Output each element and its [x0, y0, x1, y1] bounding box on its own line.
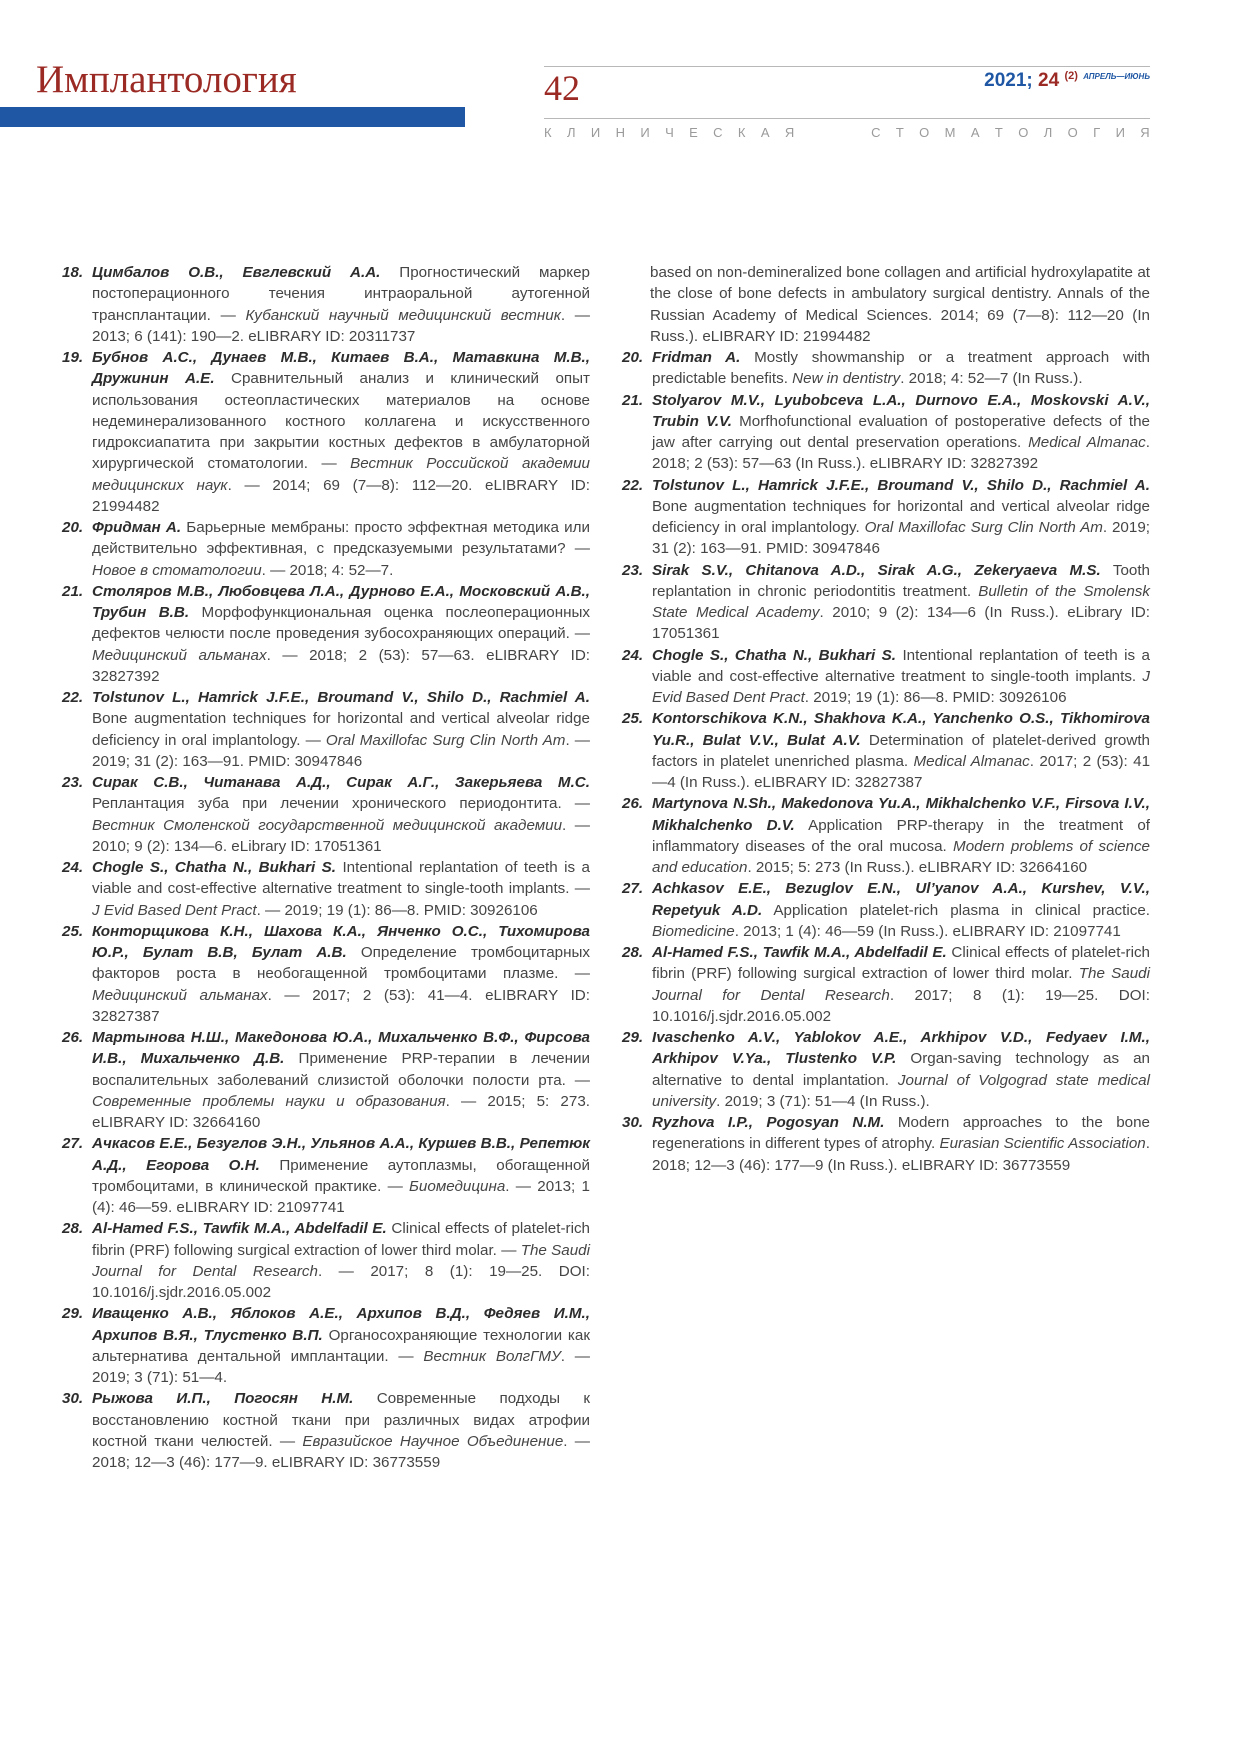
- reference-item: [62, 772, 590, 857]
- reference-source: New in dentistry: [792, 370, 901, 388]
- reference-source: Eurasian Scientific Association: [939, 1135, 1146, 1153]
- reference-authors: Столяров М.В., Любовцева Л.А., Дурново Е.А., Московский А.В., Трубин В.В.: [92, 582, 590, 621]
- journal-name-letter: Г: [1093, 125, 1101, 140]
- reference-item: [622, 942, 1150, 1027]
- reference-authors: Al-Hamed F.S., Tawfik M.A., Abdelfadil E.: [92, 1220, 387, 1238]
- journal-name-letter: Т: [994, 125, 1003, 140]
- journal-name-letter: К: [737, 125, 746, 140]
- reference-text: Intentional replantation of teeth is a viable and cost-effective alternative treatment to single-tooth implants. —: [92, 859, 590, 898]
- reference-number: 23.: [62, 774, 84, 791]
- reference-text: Морфофункциональная оценка послеоперационных дефектов челюсти после проведения зубосохраняющих операций. —: [92, 604, 590, 643]
- journal-name-letter: К: [544, 125, 552, 140]
- reference-text: Organ-saving technology as an alternative to dental implantation.: [652, 1050, 1150, 1089]
- reference-item: [622, 390, 1150, 475]
- reference-number: 29.: [622, 1029, 644, 1046]
- reference-tail: . 2010; 9 (2): 134—6 (In Russ.). eLibrary ID: 17051361: [652, 604, 1150, 643]
- reference-tail: . 2019; 3 (71): 51—4 (In Russ.).: [716, 1092, 930, 1110]
- reference-authors: Рыжова И.П., Погосян Н.М.: [92, 1390, 354, 1408]
- reference-authors: Ryzhova I.P., Pogosyan N.M.: [652, 1114, 885, 1131]
- reference-tail: . 2017; 8 (1): 19—25. DOI: 10.1016/j.sjdr.2016.05.002: [652, 986, 1150, 1025]
- reference-item: [622, 708, 1150, 793]
- reference-number: 19.: [62, 349, 84, 366]
- journal-name: [544, 126, 1150, 139]
- reference-source: Medical Almanac: [1028, 434, 1146, 451]
- reference-number: 26.: [622, 795, 644, 813]
- reference-item: [622, 645, 1150, 709]
- reference-tail: . — 2019; 31 (2): 163—91. PMID: 30947846: [92, 731, 590, 770]
- issue-number: (2): [1064, 70, 1078, 82]
- reference-continuation-source: Annals of the Russian Academy of Medical Sciences: [650, 285, 1151, 324]
- reference-continuation: [622, 262, 1150, 347]
- journal-name-letter: Я: [1140, 125, 1150, 140]
- reference-text: Прогностический маркер постоперационного течения интраоральной аутогенной трансплантации. —: [92, 264, 591, 324]
- reference-authors: Chogle S., Chatha N., Bukhari S.: [652, 646, 897, 664]
- reference-continuation-tail: . 2014; 69 (7—8): 112—20 (In Russ.). eLIBRARY ID: 21994482: [650, 306, 1150, 345]
- reference-source: Евразийское Научное Объединение: [302, 1432, 564, 1450]
- reference-tail: . — 2019; 19 (1): 86—8. PMID: 30926106: [256, 901, 538, 919]
- reference-text: Clinical effects of platelet-rich fibrin (PRF) following surgical extraction of lower third molar.: [652, 944, 1150, 983]
- reference-authors: Tolstunov L., Hamrick J.F.E., Broumand V., Shilo D., Rachmiel A.: [92, 689, 590, 706]
- reference-text: Барьерные мембраны: просто эффектная методика или действительно эффективная, с предсказуемыми результатами? —: [92, 519, 590, 558]
- reference-number: 22.: [622, 476, 644, 494]
- reference-source: Bulletin of the Smolensk State Medical Academy: [652, 582, 1150, 621]
- reference-number: 24.: [62, 859, 84, 876]
- header-top-rule: [544, 66, 1150, 67]
- reference-item: [62, 347, 590, 517]
- reference-text: Bone augmentation techniques for horizontal and vertical alveolar ridge deficiency in oral implantology. —: [92, 710, 590, 749]
- reference-source: Современные проблемы науки и образования: [92, 1092, 446, 1110]
- reference-number: 26.: [62, 1029, 84, 1046]
- reference-number: 28.: [622, 944, 644, 961]
- reference-source: Journal of Volgograd state medical university: [652, 1071, 1150, 1110]
- reference-tail: . — 2018; 4: 52—7.: [261, 561, 394, 579]
- page-number: 42: [544, 68, 580, 108]
- journal-name-letter: О: [1067, 125, 1078, 140]
- reference-number: 25.: [62, 922, 84, 940]
- reference-source: Вестник ВолгГМУ: [423, 1347, 561, 1365]
- reference-tail: . — 2010; 9 (2): 134—6. eLibrary ID: 17051361: [92, 816, 590, 855]
- reference-text: Современные подходы к восстановлению костной ткани при различных видах атрофии костной ткани челюстей. —: [92, 1390, 590, 1450]
- reference-number: 22.: [62, 689, 84, 706]
- reference-source: Новое в стоматологии: [92, 561, 262, 579]
- reference-text: Определение тромбоцитарных факторов роста в необогащенной тромбоцитами плазме. —: [92, 944, 590, 983]
- reference-authors: Сирак С.В., Читанава А.Д., Сирак А.Г., Закерьяева М.С.: [92, 774, 590, 791]
- reference-source: Кубанский научный медицинский вестник: [245, 306, 561, 324]
- reference-authors: Stolyarov M.V., Lyubobceva L.A., Durnovo E.A., Moskovski A.V., Trubin V.V.: [652, 391, 1150, 430]
- reference-authors: Al-Hamed F.S., Tawfik M.A., Abdelfadil E.: [652, 944, 947, 961]
- reference-authors: Ачкасов Е.Е., Безуглов Э.Н., Ульянов А.А., Куршев В.В., Репетюк А.Д., Егорова О.Н.: [92, 1135, 590, 1174]
- reference-authors: Tolstunov L., Hamrick J.F.E., Broumand V., Shilo D., Rachmiel A.: [652, 476, 1150, 494]
- reference-authors: Ivaschenko A.V., Yablokov A.E., Arkhipov V.D., Fedyaev I.M., Arkhipov V.Ya., Tlustenko V.P.: [652, 1029, 1150, 1068]
- reference-continuation-text: based on non-demineralized bone collagen and artificial hydroxylapatite at the close of bone defects in ambulatory surgical dentistry.: [650, 264, 1150, 303]
- reference-source: Oral Maxillofac Surg Clin North Am: [325, 731, 566, 749]
- journal-name-letter: И: [640, 125, 650, 140]
- reference-item: [62, 1027, 590, 1133]
- journal-name-letter: М: [944, 125, 956, 140]
- reference-tail: . — 2015; 5: 273. eLIBRARY ID: 32664160: [92, 1092, 590, 1131]
- reference-tail: . — 2018; 2 (53): 57—63. eLIBRARY ID: 32827392: [92, 646, 591, 685]
- reference-tail: . — 2013; 6 (141): 190—2. eLIBRARY ID: 20311737: [92, 306, 590, 345]
- reference-item: [622, 560, 1150, 645]
- reference-text: Mostly showmanship or a treatment approach with predictable benefits.: [652, 349, 1150, 388]
- reference-source: Medical Almanac: [913, 752, 1030, 770]
- reference-text: Determination of platelet-derived growth factors in platelet unenriched plasma.: [652, 731, 1150, 770]
- reference-item: [62, 1388, 590, 1473]
- references-left-column: [62, 262, 590, 1473]
- issue-months: АПРЕЛЬ—ИЮНЬ: [1083, 72, 1150, 81]
- reference-tail: . — 2013; 1 (4): 46—59. eLIBRARY ID: 21097741: [92, 1177, 590, 1216]
- reference-authors: Martynova N.Sh., Makedonova Yu.A., Mikhalchenko V.F., Firsova I.V., Mikhalchenko D.V.: [652, 795, 1150, 834]
- reference-item: [62, 262, 590, 347]
- reference-text: Применение PRP-терапии в лечении воспалительных заболеваний слизистой оболочки полости рта. —: [92, 1050, 590, 1089]
- reference-source: The Saudi Journal for Dental Research: [652, 965, 1150, 1004]
- reference-number: 24.: [622, 646, 644, 664]
- reference-item: [622, 1112, 1150, 1176]
- reference-text: Органосохраняющие технологии как альтернатива дентальной имплантации. —: [92, 1326, 590, 1365]
- reference-authors: Fridman A.: [652, 349, 741, 366]
- reference-authors: Achkasov E.E., Bezuglov E.N., Ul’yanov A.A., Kurshev, V.V., Repetyuk A.D.: [652, 880, 1150, 919]
- reference-number: 29.: [62, 1305, 84, 1323]
- reference-item: [62, 921, 590, 1027]
- reference-text: Bone augmentation techniques for horizontal and vertical alveolar ridge deficiency in oral implantology.: [652, 497, 1150, 536]
- reference-tail: . — 2018; 12—3 (46): 177—9. eLIBRARY ID: 36773559: [92, 1432, 590, 1471]
- reference-number: 27.: [622, 880, 644, 898]
- reference-authors: Sirak S.V., Chitanova A.D., Sirak A.G., Zekeryaeva M.S.: [652, 561, 1101, 579]
- reference-number: 23.: [622, 561, 644, 579]
- reference-text: Application platelet-rich plasma in clinical practice.: [762, 901, 1150, 919]
- reference-number: 28.: [62, 1220, 84, 1238]
- reference-tail: . 2018; 2 (53): 57—63 (In Russ.). eLIBRARY ID: 32827392: [652, 434, 1150, 473]
- reference-text: Modern approaches to the bone regenerations in different types of atrophy.: [652, 1114, 1150, 1153]
- journal-name-letter: С: [713, 125, 723, 140]
- journal-name-letter: Ч: [665, 125, 674, 140]
- reference-tail: . — 2017; 8 (1): 19—25. DOI: 10.1016/j.sjdr.2016.05.002: [92, 1262, 590, 1301]
- reference-tail: . 2018; 12—3 (46): 177—9 (In Russ.). eLIBRARY ID: 36773559: [652, 1135, 1150, 1174]
- references-right-column: [622, 262, 1150, 1176]
- reference-number: 20.: [622, 349, 644, 366]
- journal-name-letter: И: [590, 125, 601, 140]
- reference-authors: Chogle S., Chatha N., Bukhari S.: [92, 859, 337, 876]
- reference-item: [62, 687, 590, 772]
- journal-name-letter: А: [760, 125, 770, 140]
- reference-item: [62, 1133, 590, 1218]
- reference-item: [62, 1218, 590, 1303]
- reference-source: Биомедицина: [409, 1177, 506, 1195]
- reference-tail: . 2015; 5: 273 (In Russ.). eLIBRARY ID: 32664160: [747, 859, 1088, 876]
- reference-authors: Иващенко А.В., Яблоков А.Е., Архипов В.Д., Федяев И.М., Архипов В.Я., Тлустенко В.П.: [92, 1305, 590, 1344]
- reference-tail: . — 2019; 3 (71): 51—4.: [92, 1347, 590, 1386]
- reference-source: Вестник Российской академии медицинских наук: [92, 455, 590, 494]
- reference-source: Biomedicine: [652, 922, 735, 940]
- reference-number: 21.: [622, 391, 644, 409]
- reference-tail: . — 2017; 2 (53): 41—4. eLIBRARY ID: 32827387: [92, 986, 590, 1025]
- journal-name-letter: Т: [895, 125, 904, 140]
- reference-source: Медицинский альманах: [92, 646, 267, 664]
- journal-name-letter: И: [1115, 125, 1125, 140]
- reference-text: Intentional replantation of teeth is a viable and cost-effective alternative treatment to single-tooth implants.: [652, 646, 1150, 685]
- journal-name-letter: Н: [615, 125, 625, 140]
- reference-text: Morfhofunctional evaluation of postoperative defects of the jaw after carrying out dental preservation operations.: [652, 412, 1150, 451]
- journal-name-letter: С: [871, 125, 881, 140]
- reference-number: 21.: [62, 582, 84, 600]
- reference-source: Oral Maxillofac Surg Clin North Am: [864, 519, 1103, 536]
- reference-source: J Evid Based Dent Pract: [652, 667, 1150, 706]
- reference-number: 30.: [62, 1390, 84, 1408]
- reference-item: [62, 581, 590, 687]
- reference-authors: Фридман А.: [92, 519, 182, 536]
- reference-text: Сравнительный анализ и клинический опыт использования остеопластических материалов на основе недеминерализованного костного коллагена и искусственного гидроксиапатита при закрытии костных дефектов в амбулаторной хирургической стоматологии. —: [92, 370, 591, 473]
- journal-name-letter: О: [1018, 125, 1029, 140]
- reference-item: [622, 793, 1150, 878]
- reference-authors: Бубнов А.С., Дунаев М.В., Китаев В.А., Матавкина М.В., Дружинин А.Е.: [92, 349, 590, 388]
- reference-item: [62, 517, 590, 581]
- reference-source: Modern problems of science and education: [652, 837, 1150, 876]
- reference-item: [622, 347, 1150, 390]
- issue-volume: 24: [1038, 70, 1060, 91]
- reference-tail: . 2019; 31 (2): 163—91. PMID: 30947846: [652, 519, 1150, 558]
- reference-text: Application PRP-therapy in the treatment of inflammatory diseases of the oral mucosa.: [652, 816, 1150, 855]
- section-color-bar: [0, 107, 465, 127]
- reference-text: Применение аутоплазмы, обогащенной тромбоцитами, в клинической практике. —: [92, 1156, 590, 1195]
- reference-source: Медицинский альманах: [92, 986, 268, 1004]
- reference-number: 25.: [622, 710, 644, 728]
- reference-item: [62, 857, 590, 921]
- reference-tail: . 2017; 2 (53): 41—4 (In Russ.). eLIBRARY ID: 32827387: [652, 752, 1151, 791]
- issue-year: 2021;: [984, 70, 1033, 91]
- reference-item: [622, 878, 1150, 942]
- reference-number: 30.: [622, 1114, 644, 1131]
- header-mid-rule: [544, 118, 1150, 119]
- issue-info: [984, 71, 1150, 90]
- journal-name-gap: [810, 126, 856, 139]
- reference-text: Clinical effects of platelet-rich fibrin (PRF) following surgical extraction of lower third molar. —: [92, 1220, 590, 1259]
- journal-name-letter: Л: [1043, 125, 1053, 140]
- reference-text: Tooth replantation in chronic periodontitis treatment.: [652, 561, 1150, 600]
- journal-name-letter: Л: [566, 125, 576, 140]
- journal-name-letter: Е: [689, 125, 698, 140]
- journal-name-letter: О: [919, 125, 930, 140]
- reference-item: [622, 1027, 1150, 1112]
- reference-authors: Мартынова Н.Ш., Македонова Ю.А., Михальченко В.Ф., Фирсова И.В., Михальченко Д.В.: [92, 1029, 590, 1068]
- reference-text: Реплантация зуба при лечении хронического периодонтита. —: [92, 795, 590, 813]
- journal-name-letter: А: [970, 125, 980, 140]
- reference-tail: . 2019; 19 (1): 86—8. PMID: 30926106: [804, 689, 1067, 706]
- reference-tail: . — 2014; 69 (7—8): 112—20. eLIBRARY ID: 21994482: [92, 476, 590, 515]
- reference-number: 27.: [62, 1135, 84, 1153]
- reference-authors: Kontorschikova K.N., Shakhova K.A., Yanchenko O.S., Tikhomirova Yu.R., Bulat V.V., Bulat A.V.: [652, 710, 1150, 749]
- reference-item: [62, 1303, 590, 1388]
- reference-authors: Цимбалов О.В., Евглевский А.А.: [92, 264, 381, 281]
- reference-authors: Конторщикова К.Н., Шахова К.А., Янченко О.С., Тихомирова Ю.Р., Булат В.В, Булат А.В.: [92, 922, 590, 961]
- reference-tail: . 2018; 4: 52—7 (In Russ.).: [900, 370, 1083, 388]
- reference-item: [622, 475, 1150, 560]
- reference-source: The Saudi Journal for Dental Research: [92, 1241, 590, 1280]
- reference-source: Вестник Смоленской государственной медицинской академии: [92, 816, 563, 834]
- reference-number: 18.: [62, 264, 84, 281]
- reference-source: J Evid Based Dent Pract: [92, 901, 257, 919]
- reference-number: 20.: [62, 519, 84, 536]
- section-title: Имплантология: [36, 58, 297, 101]
- reference-tail: . 2013; 1 (4): 46—59 (In Russ.). eLIBRARY ID: 21097741: [734, 922, 1121, 940]
- journal-name-letter: Я: [784, 125, 795, 140]
